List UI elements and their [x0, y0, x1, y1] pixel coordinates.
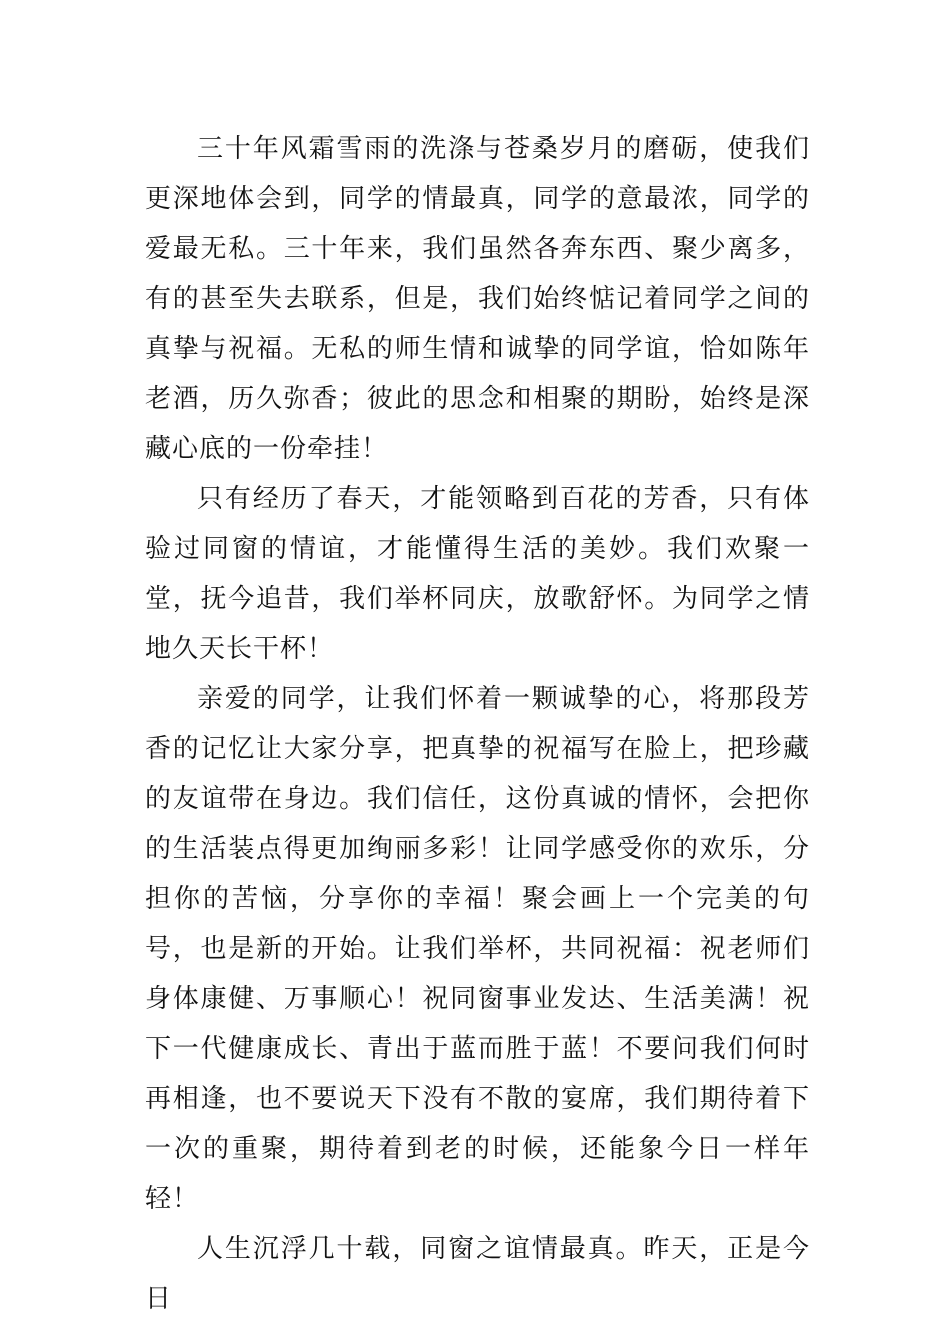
paragraph-4: 人生沉浮几十载，同窗之谊情最真。昨天，正是今日 — [145, 1234, 810, 1314]
paragraph-1: 三十年风霜雪雨的洗涤与苍桑岁月的磨砺，使我们更深地体会到，同学的情最真，同学的意最浓，同学的爱最无私。三十年来，我们虽然各奔东西、聚少离多，有的甚至失去联系，但是，我们始终惦记着同学之间的真挚与祝福。无私的师生情和诚挚的同学谊，恰如陈年老酒，历久弥香；彼此的思念和相聚的期盼，始终是深藏心底的一份牵挂！ — [145, 134, 810, 464]
paragraph-3: 亲爱的同学，让我们怀着一颗诚挚的心，将那段芳香的记忆让大家分享，把真挚的祝福写在脸上，把珍藏的友谊带在身边。我们信任，这份真诚的情怀，会把你的生活装点得更加绚丽多彩！让同学感受你的欢乐，分担你的苦恼，分享你的幸福！聚会画上一个完美的句号，也是新的开始。让我们举杯，共同祝福：祝老师们身体康健、万事顺心！祝同窗事业发达、生活美满！祝下一代健康成长、青出于蓝而胜于蓝！不要问我们何时再相逢，也不要说天下没有不散的宴席，我们期待着下一次的重聚，期待着到老的时候，还能象今日一样年轻！ — [145, 684, 810, 1214]
document-body — [145, 124, 810, 1324]
paragraph-2: 只有经历了春天，才能领略到百花的芳香，只有体验过同窗的情谊，才能懂得生活的美妙。我们欢聚一堂，抚今追昔，我们举杯同庆，放歌舒怀。为同学之情地久天长干杯！ — [145, 484, 810, 664]
